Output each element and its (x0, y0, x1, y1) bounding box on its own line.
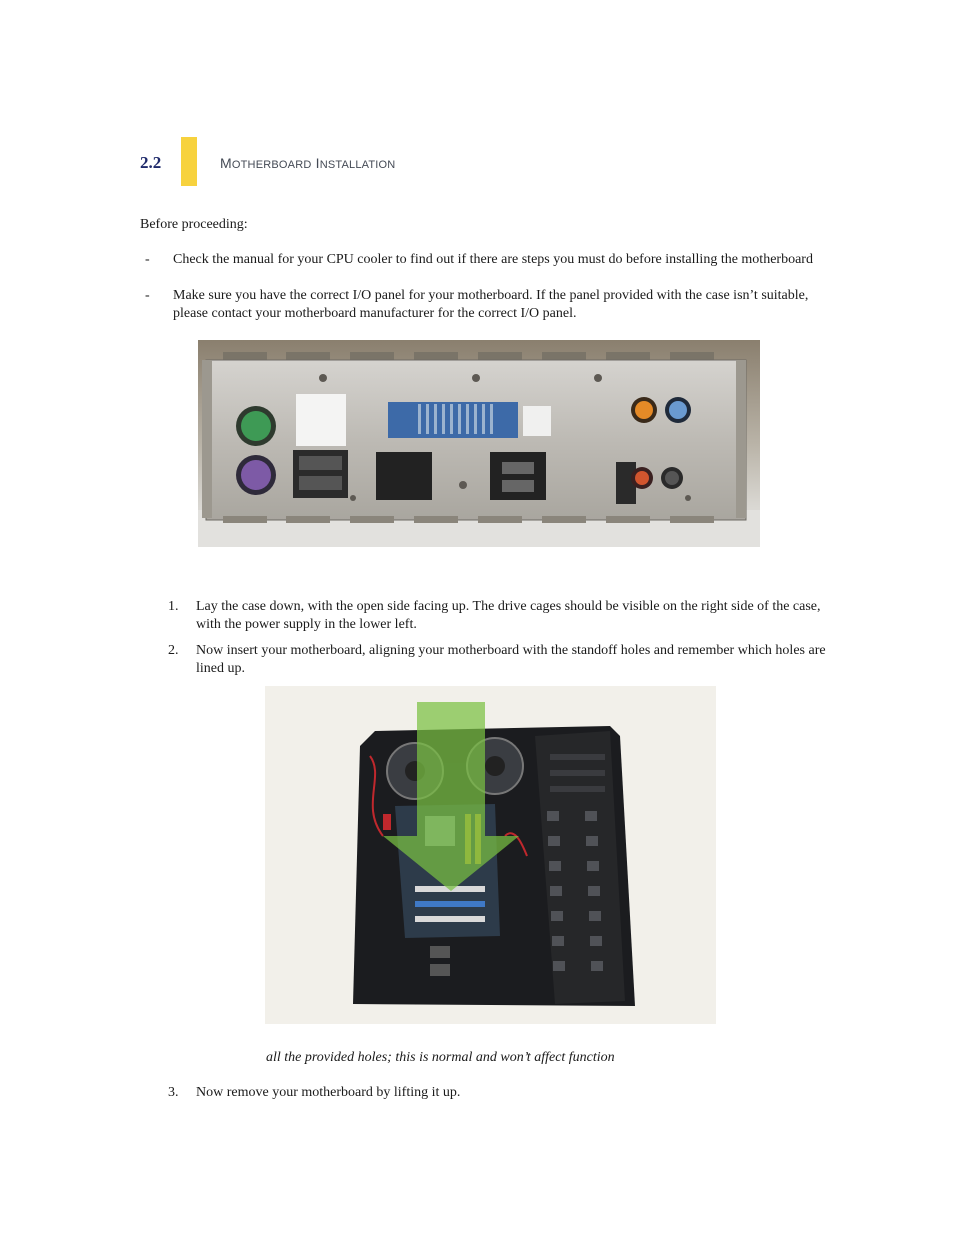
io-panel-illustration (198, 340, 760, 547)
step-number: 3. (168, 1085, 179, 1100)
section-number: 2.2 (140, 153, 162, 172)
io-panel-photo (198, 340, 760, 547)
step-text: Now remove your motherboard by lifting it up. (196, 1085, 461, 1100)
prerequisite-text: Make sure you have the correct I/O panel for your motherboard. If the panel provided with the case isn’t suitable, please contact your motherboard manufacturer for the correct I/O panel. (173, 288, 809, 321)
title-rest-1: OTHERBOARD (231, 159, 312, 171)
photo-caption: all the provided holes; this is normal and won’t affect function (266, 1050, 615, 1065)
section-title (220, 155, 395, 171)
step-text: Lay the case down, with the open side facing up. The drive cages should be visible on the right side of the case, with the power supply in the lower left. (196, 599, 821, 632)
prerequisite-text: Check the manual for your CPU cooler to find out if there are steps you must do before installing the motherboard (173, 252, 813, 267)
dash-marker: - (145, 288, 150, 303)
step-number: 2. (168, 643, 179, 658)
title-rest-2: NSTALLATION (319, 159, 396, 171)
prerequisite-item (145, 251, 825, 287)
step-item (168, 1084, 828, 1104)
step-number: 1. (168, 599, 179, 614)
step-text: Now insert your motherboard, aligning your motherboard with the standoff holes and remember which holes are lined up. (196, 643, 826, 676)
prerequisite-item (145, 287, 825, 323)
intro-text: Before proceeding: (140, 217, 248, 232)
case-illustration (265, 686, 716, 1024)
case-motherboard-photo (265, 686, 716, 1024)
dash-marker: - (145, 252, 150, 267)
title-initial-1: M (220, 155, 232, 171)
title-initial-2: I (315, 155, 320, 171)
step-item (168, 598, 828, 634)
step-item (168, 642, 828, 678)
section-accent-bar (181, 137, 197, 186)
